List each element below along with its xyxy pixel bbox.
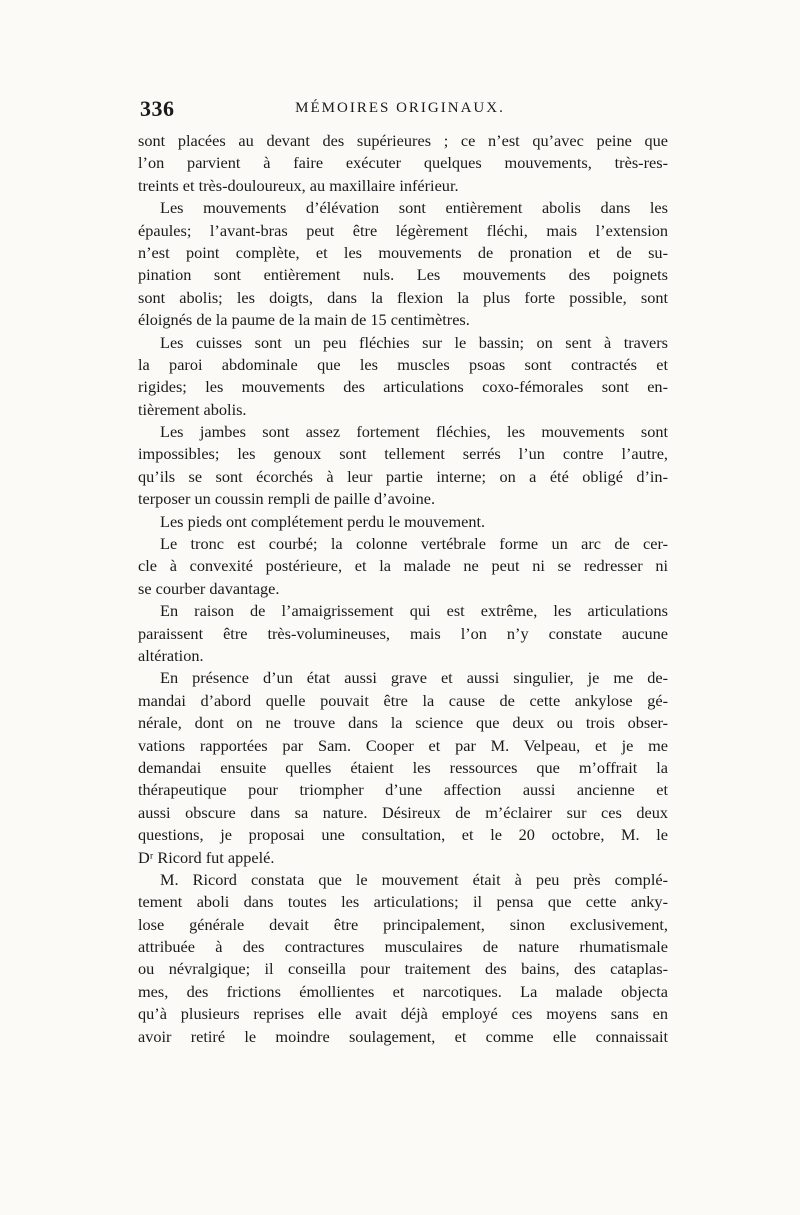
text-line: l’on parvient à faire exécuter quelques mouvements, très-res- <box>138 153 668 173</box>
text-line: M. Ricord constata que le mouvement était à peu près complé- <box>160 869 668 889</box>
text-line: n’est point complète, et les mouvements de pronation et de su- <box>138 242 668 262</box>
body-text <box>138 130 668 1048</box>
text-line: tement aboli dans toutes les articulations; il pensa que cette anky- <box>138 892 668 912</box>
text-line: la paroi abdominale que les muscles psoas sont contractés et <box>138 354 668 374</box>
text-line: cle à convexité postérieure, et la malade ne peut ni se redresser ni <box>138 556 668 576</box>
text-line: Dʳ Ricord fut appelé. <box>138 847 275 867</box>
text-line: tièrement abolis. <box>138 399 247 419</box>
page-header <box>140 96 660 124</box>
text-line: éloignés de la paume de la main de 15 centimètres. <box>138 310 470 330</box>
text-line: altération. <box>138 645 204 665</box>
text-line: sont placées au devant des supérieures ; ce n’est qu’avec peine que <box>138 131 668 150</box>
text-line: vations rapportées par Sam. Cooper et par M. Velpeau, et je me <box>138 735 668 755</box>
text-line: se courber davantage. <box>138 578 280 598</box>
text-line: paraissent être très-volumineuses, mais l’on n’y constate aucune <box>138 623 668 643</box>
text-line: sont abolis; les doigts, dans la flexion la plus forte possible, sont <box>138 287 668 307</box>
page-number: 336 <box>140 96 175 121</box>
text-line: impossibles; les genoux sont tellement serrés l’un contre l’autre, <box>138 444 668 464</box>
text-line: Les pieds ont complétement perdu le mouvement. <box>160 511 486 531</box>
text-line: Les jambes sont assez fortement fléchies, les mouvements sont <box>160 422 668 442</box>
text-line: avoir retiré le moindre soulagement, et comme elle connaissait <box>138 1026 668 1046</box>
text-line: terposer un coussin rempli de paille d’avoine. <box>138 489 436 509</box>
text-line: rigides; les mouvements des articulations coxo-fémorales sont en- <box>138 377 668 397</box>
text-line: Le tronc est courbé; la colonne vertébrale forme un arc de cer- <box>160 534 668 554</box>
text-line: pination sont entièrement nuls. Les mouvements des poignets <box>138 265 668 285</box>
text-line: qu’à plusieurs reprises elle avait déjà employé ces moyens sans en <box>138 1004 668 1024</box>
text-line: ou névralgique; il conseilla pour traitement des bains, des cataplas- <box>138 959 668 979</box>
text-line: mandai d’abord quelle pouvait être la cause de cette ankylose gé- <box>138 690 668 710</box>
text-line: lose générale devait être principalement, sinon exclusivement, <box>138 914 668 934</box>
text-line: nérale, dont on ne trouve dans la science que deux ou trois obser- <box>138 713 668 733</box>
text-line: attribuée à des contractures musculaires de nature rhumatismale <box>138 937 668 957</box>
text-line: En présence d’un état aussi grave et aussi singulier, je me de- <box>160 668 668 688</box>
text-line: aussi obscure dans sa nature. Désireux de m’éclairer sur ces deux <box>138 802 668 822</box>
text-line: questions, je proposai une consultation, et le 20 octobre, M. le <box>138 825 668 845</box>
text-line: demandai ensuite quelles étaient les ressources que m’offrait la <box>138 757 668 777</box>
text-line: thérapeutique pour triompher d’une affection aussi ancienne et <box>138 780 668 800</box>
running-head: MÉMOIRES ORIGINAUX. <box>295 100 505 116</box>
text-line: Les mouvements d’élévation sont entièrement abolis dans les <box>160 198 668 218</box>
text-line: qu’ils se sont écorchés à leur partie interne; on a été obligé d’in- <box>138 466 668 486</box>
text-line: épaules; l’avant-bras peut être légèrement fléchi, mais l’extension <box>138 220 668 240</box>
text-line: En raison de l’amaigrissement qui est extrême, les articulations <box>160 601 668 621</box>
text-line: mes, des frictions émollientes et narcotiques. La malade objecta <box>138 981 668 1001</box>
text-line: treints et très-douloureux, au maxillaire inférieur. <box>138 175 459 195</box>
text-line: Les cuisses sont un peu fléchies sur le bassin; on sent à travers <box>160 332 668 352</box>
